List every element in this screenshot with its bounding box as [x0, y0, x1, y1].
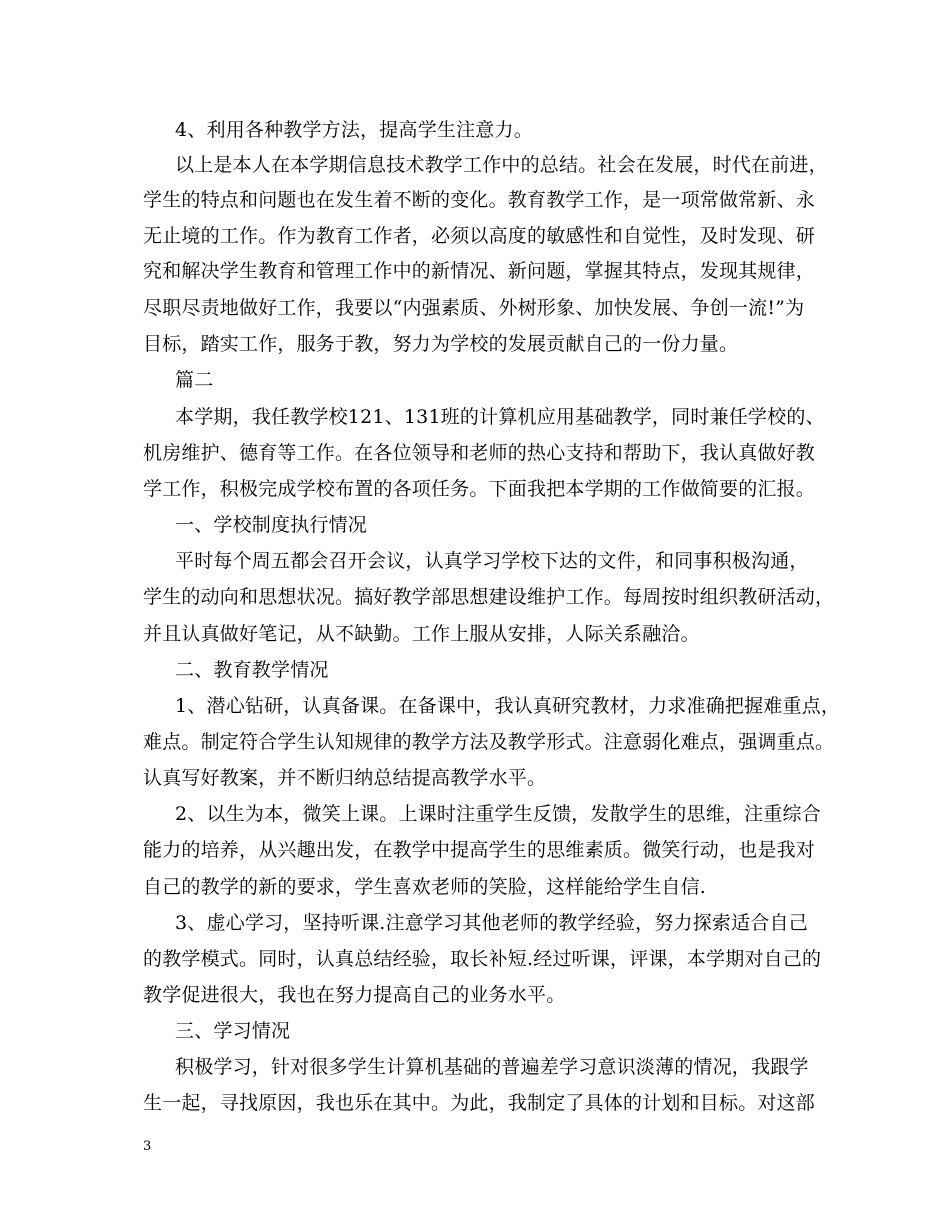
text-line: 无止境的工作。作为教育工作者，必须以高度的敏感性和自觉性，及时发现、研 [143, 225, 816, 247]
text-line: 4、利用各种教学方法，提高学生注意力。 [175, 119, 533, 141]
text-line: 尽职尽责地做好工作，我要以“内强素质、外树形象、加快发展、争创一流!”为 [143, 297, 805, 319]
text-line: 难点。制定符合学生认知规律的教学方法及教学形式。注意弱化难点，强调重点。 [143, 731, 835, 753]
text-line: 究和解决学生教育和管理工作中的新情况、新问题，掌握其特点，发现其规律， [143, 260, 816, 282]
text-line: 学工作，积极完成学校布置的各项任务。下面我把本学期的工作做简要的汇报。 [143, 478, 816, 500]
text-line: 生一起，寻找原因，我也乐在其中。为此，我制定了具体的计划和目标。对这部 [143, 1092, 816, 1114]
page-number: 3 [143, 1139, 152, 1154]
text-line: 学生的特点和问题也在发生着不断的变化。教育教学工作，是一项常做常新、永 [143, 189, 816, 211]
section-heading: 三、学习情况 [175, 1020, 291, 1042]
text-line: 以上是本人在本学期信息技术教学工作中的总结。社会在发展，时代在前进， [175, 154, 828, 176]
text-line: 本学期，我任教学校121、131班的计算机应用基础教学，同时兼任学校的、 [175, 406, 825, 428]
text-line: 机房维护、德育等工作。在各位领导和老师的热心支持和帮助下，我认真做好教 [143, 442, 816, 464]
text-line: 认真写好教案，并不断归纳总结提高教学水平。 [143, 767, 547, 789]
section-heading: 篇二 [175, 369, 214, 391]
text-line: 的教学模式。同时，认真总结经验，取长补短.经过听课，评课，本学期对自己的 [143, 948, 822, 970]
section-heading: 二、教育教学情况 [175, 659, 329, 681]
text-line: 能力的培养，从兴趣出发，在教学中提高学生的思维素质。微笑行动，也是我对 [143, 839, 816, 861]
text-line: 自己的教学的新的要求，学生喜欢老师的笑脸，这样能给学生自信. [143, 876, 707, 898]
text-line: 并且认真做好笔记，从不缺勤。工作上服从安排，人际关系融洽。 [143, 623, 700, 645]
text-line: 平时每个周五都会召开会议，认真学习学校下达的文件，和同事积极沟通， [175, 550, 809, 572]
section-heading: 一、学校制度执行情况 [175, 514, 368, 536]
text-line: 1、潜心钻研，认真备课。在备课中，我认真研究教材，力求准确把握难重点， [175, 695, 841, 717]
text-line: 2、以生为本，微笑上课。上课时注重学生反馈，发散学生的思维，注重综合 [175, 803, 821, 825]
text-line: 教学促进很大，我也在努力提高自己的业务水平。 [143, 984, 566, 1006]
text-line: 3、虚心学习，坚持听课.注意学习其他老师的教学经验，努力探索适合自己 [175, 912, 808, 934]
text-line: 积极学习，针对很多学生计算机基础的普遍差学习意识淡薄的情况，我跟学 [175, 1056, 809, 1078]
text-line: 学生的动向和思想状况。搞好教学部思想建设维护工作。每周按时组织教研活动， [143, 586, 835, 608]
text-line: 目标，踏实工作，服务于教，努力为学校的发展贡献自己的一份力量。 [143, 333, 739, 355]
